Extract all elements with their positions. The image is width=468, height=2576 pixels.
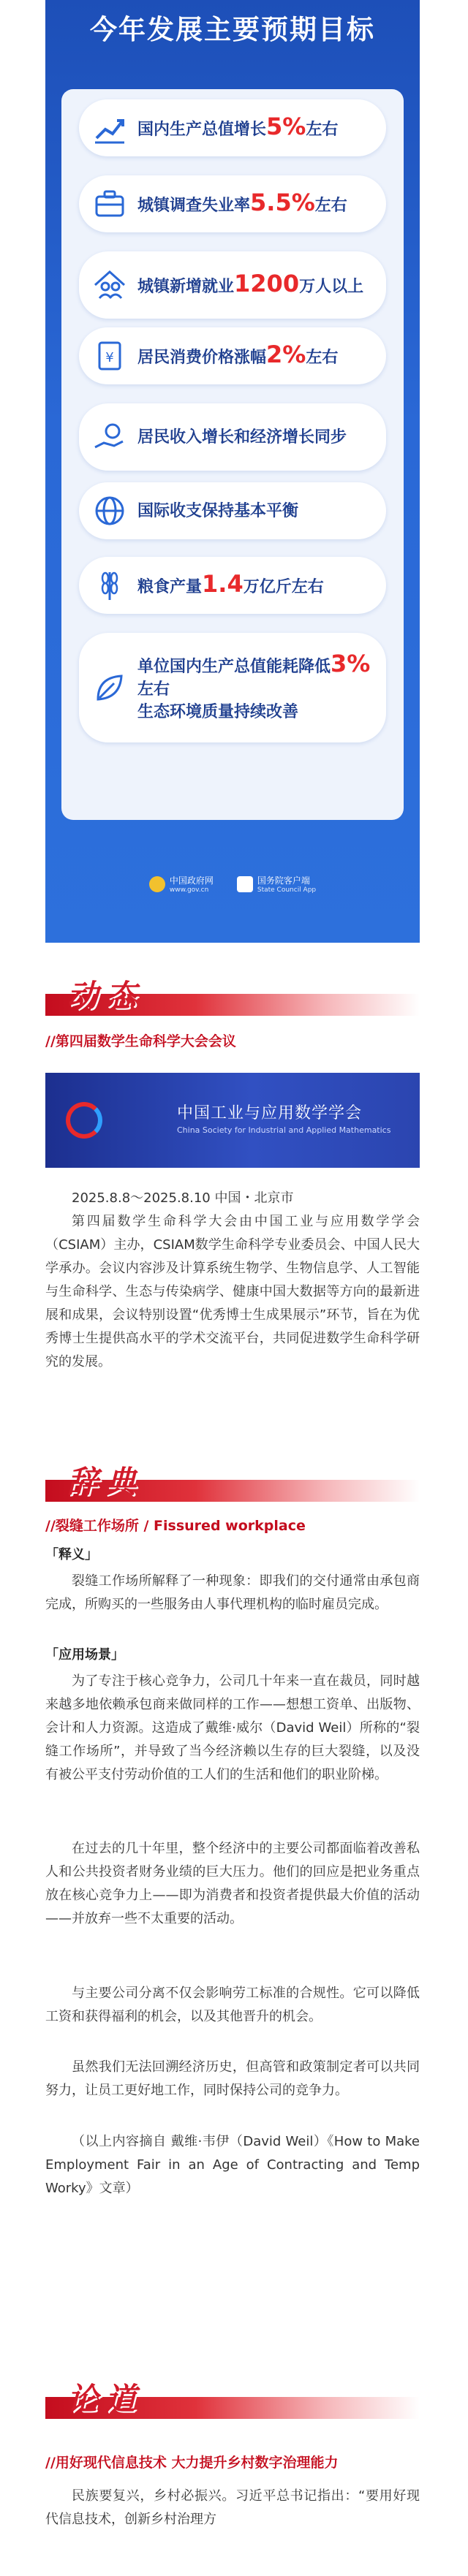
definition-text: 裂缝工作场所解释了一种现象：即我们的交付通常由承包商完成，所购买的一些服务由人事代理机构的临时雇员完成。 <box>45 1573 420 1612</box>
banner-subtitle: China Society for Industrial and Applied Mathematics <box>177 1125 391 1135</box>
infographic-title: 今年发展主要预期目标 <box>90 14 375 45</box>
globe-icon <box>91 492 129 530</box>
news-date: 2025.8.8～2025.8.10 中国・北京市 <box>72 1190 294 1206</box>
goal-highlight-value: 5% <box>266 112 306 140</box>
goal-text <box>137 269 364 298</box>
forum-body: 民族要复兴，乡村必振兴。习近平总书记指出：“要用好现代信息技术，创新乡村治理方 <box>45 2488 420 2527</box>
section-header-dongtai <box>45 972 420 1016</box>
goal-text-pre: 粮食产量 <box>137 577 203 596</box>
gov-emblem-icon <box>149 876 165 892</box>
news-headline: //第四届数学生命科学大会会议 <box>45 1033 236 1049</box>
people-home-icon <box>91 266 129 304</box>
goal-highlight-value: 1.4 <box>202 569 244 598</box>
goal-highlight-value: 5.5% <box>250 188 315 216</box>
csiam-banner <box>45 1073 420 1168</box>
logo-left-sub: www.gov.cn <box>169 886 209 894</box>
logo-right-name: 国务院客户端 <box>257 875 310 886</box>
goals-card <box>61 89 404 820</box>
goal-text-post: 左右 <box>306 348 339 367</box>
source-note: （以上内容摘自 戴维·韦伊（David Weil）《How to Make Employment Fair in an Age of Contracting and Temp Worky》文章） <box>45 2134 420 2196</box>
section-header-cidian <box>45 1458 420 1502</box>
app-icon <box>237 876 253 892</box>
grain-icon <box>91 566 129 604</box>
goal-text <box>137 569 324 599</box>
goal-highlight-value: 1200 <box>234 269 300 297</box>
goal-text-post: 万亿斤左右 <box>243 577 324 596</box>
income-hand-icon <box>91 418 129 456</box>
goal-text <box>137 188 347 217</box>
goal-item <box>79 175 386 232</box>
logo-right-sub: State Council App <box>257 886 317 894</box>
price-tag-icon <box>91 337 129 375</box>
goal-item <box>79 482 386 539</box>
goal-text-pre: 城镇调查失业率 <box>137 196 251 215</box>
goal-text-post: 左右 <box>306 120 339 139</box>
publisher-logos <box>45 874 420 894</box>
section-header-luntan <box>45 2375 420 2419</box>
goal-text-line2: 生态环境质量持续改善 <box>137 702 299 721</box>
goal-item <box>79 557 386 614</box>
banner-title: 中国工业与应用数学学会 <box>177 1104 363 1122</box>
growth-chart-icon <box>91 109 129 147</box>
news-body: 第四届数学生命科学大会由中国工业与应用数学学会（CSIAM）主办，CSIAM数学生命科学专业委员会、中国人民大学承办。会议内容涉及计算系统生物学、生物信息学、人工智能与生命科学、生态与传染病学、健康中国大数据等方向的最新进展和成果，会议特别设置“优秀博士生成果展示”环节，旨在为优秀博士生提供高水平的学术交流平台，共同促进数学生命科学研究的发展。 <box>45 1214 420 1369</box>
goal-text-pre: 居民消费价格涨幅 <box>137 348 267 367</box>
goal-text-post: 万人以上 <box>299 277 364 296</box>
goal-text <box>137 112 339 141</box>
section-title: 动态 <box>67 978 144 1014</box>
briefcase-icon <box>91 185 129 223</box>
goals-infographic <box>45 0 420 943</box>
goal-highlight-value: 3% <box>331 649 371 677</box>
usage-paragraph-4: 虽然我们无法回溯经济历史，但高管和政策制定者可以共同努力，让员工更好地工作，同时保持公司的竞争力。 <box>45 2059 420 2098</box>
usage-paragraph-1: 为了专注于核心竞争力，公司几十年来一直在裁员，同时越来越多地依赖承包商来做同样的工作——想想工资单、出版物、会计和人力资源。这造成了戴维·威尔（David Weil）所称的“裂缝工作场所”，并导致了当今经济赖以生存的巨大裂缝，以及没有被公平支付劳动价值的工人们的生活和他们的职业阶梯。 <box>45 1673 420 1782</box>
state-council-app-logo <box>237 874 316 894</box>
goal-item <box>79 99 386 156</box>
csiam-logo-icon <box>66 1102 102 1139</box>
goal-text-pre: 城镇新增就业 <box>137 277 235 296</box>
svg-text:¥: ¥ <box>105 350 114 365</box>
goal-text-pre: 居民收入增长和经济增长同步 <box>137 428 347 447</box>
goal-item <box>79 251 386 319</box>
definition-label: 「释义」 <box>45 1547 98 1562</box>
goal-text <box>137 426 347 449</box>
usage-paragraph-3: 与主要公司分离不仅会影响劳工标准的合规性。它可以降低工资和获得福利的机会，以及其他晋升的机会。 <box>45 1986 420 2024</box>
goal-text <box>137 649 379 723</box>
forum-headline: //用好现代信息技术 大力提升乡村数字治理能力 <box>45 2455 339 2471</box>
goal-text-pre: 单位国内生产总值能耗降低 <box>137 657 331 676</box>
usage-label: 「应用场景」 <box>45 1647 124 1663</box>
goal-text <box>137 340 339 369</box>
goal-text-post: 左右 <box>314 196 347 215</box>
goal-text-pre: 国内生产总值增长 <box>137 120 267 139</box>
goal-item <box>79 327 386 384</box>
goal-text-pre: 国际收支保持基本平衡 <box>137 501 299 520</box>
goal-text <box>137 500 298 523</box>
goal-item <box>79 403 386 471</box>
logo-left-name: 中国政府网 <box>169 875 214 886</box>
glossary-headline: //裂缝工作场所 / Fissured workplace <box>45 1518 306 1534</box>
gov-cn-logo <box>149 874 214 894</box>
goal-item <box>79 633 386 742</box>
goal-highlight-value: 2% <box>266 340 306 368</box>
section-title: 辞典 <box>67 1464 144 1500</box>
section-title: 论道 <box>67 2381 144 2417</box>
goal-text-post: 左右 <box>137 680 170 699</box>
usage-paragraph-2: 在过去的几十年里，整个经济中的主要公司都面临着改善私人和公共投资者财务业绩的巨大压力。他们的回应是把业务重点放在核心竞争力上——即为消费者和投资者提供最大价值的活动——并放弃一些不太重要的活动。 <box>45 1841 420 1926</box>
leaf-energy-icon <box>91 669 129 707</box>
